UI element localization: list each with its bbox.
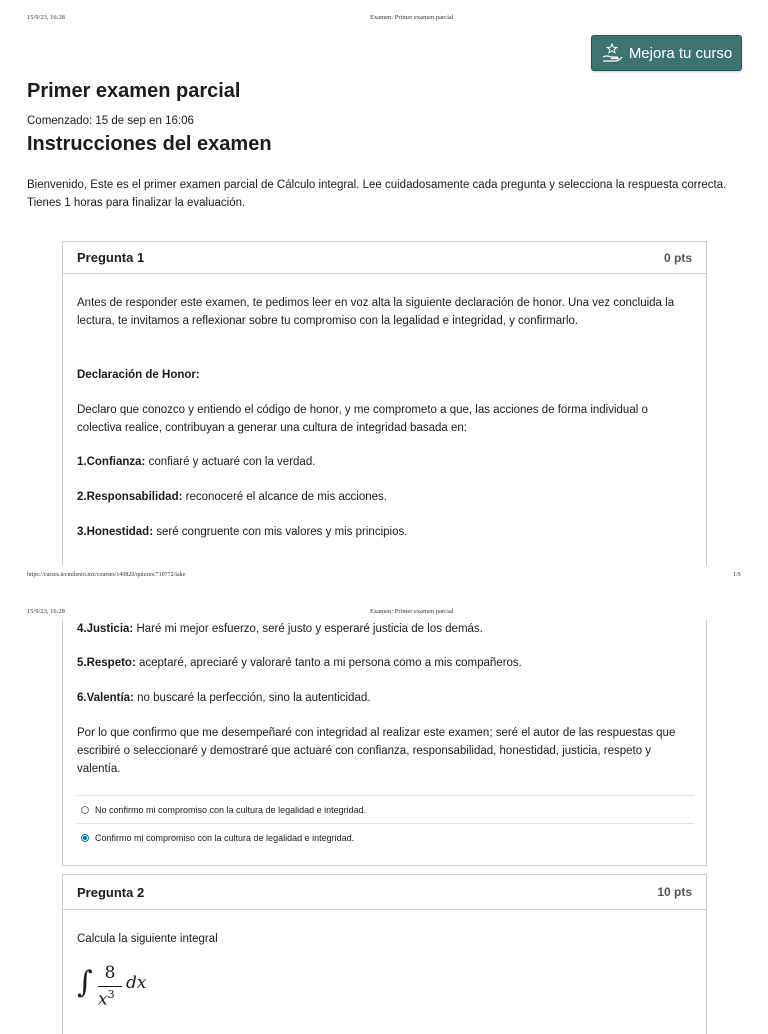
question-1-intro: Antes de responder este examen, te pedimos leer en voz alta la siguiente declaración de honor. Una vez concluida la lectura, te invitamos a reflexionar sobre tu compromiso con la legalidad e integridad, y confirmarlo. [77,297,675,327]
print-page: 1/9 [733,572,741,578]
mejora-tu-curso-button[interactable] [591,35,742,71]
quiz-title: Primer examen parcial [27,80,241,102]
answer-label: No confirmo mi compromiso con la cultura de legalidad e integridad. [95,804,367,815]
answer-label: Confirmo mi compromiso con la cultura de legalidad e integridad. [95,832,355,843]
radio-button[interactable] [81,834,89,842]
question-2-card [62,874,707,1034]
question-1-title: Pregunta 1 [77,250,145,265]
instructions-text: Bienvenido, Este es el primer examen parcial de Cálculo integral. Lee cuidadosamente cada pregunta y selecciona la respuesta correcta. Tienes 1 horas para finalizar la evaluación. [27,179,727,209]
print-title: Examen: Primer examen parcial [370,14,454,21]
question-1-points: 0 pts [663,250,692,265]
question-1-card [62,241,707,566]
differential: dx [126,973,147,993]
mejora-label: Mejora tu curso [628,44,733,62]
closing-text: Por lo que confirmo que me desempeñaré con integridad al realizar este examen; seré el autor de las respuestas que escribiré o seleccionaré y demostraré que actuaré con confianza, responsabilidad, honestidad, justicia, respeto y valentía. [77,727,676,775]
print-date: 15/9/23, 16:28 [27,608,65,615]
print-url: https://cursos.tecmilenio.mx/courses/140820/quizzes/710772/take [27,572,186,578]
question-2-points: 10 pts [657,885,692,899]
value-item: 1.Confianza: confiaré y actuaré con la verdad. [77,456,316,468]
question-2-header [63,875,706,910]
print-title: Examen: Primer examen parcial [370,608,454,615]
integral-sign: ∫ [77,965,93,1000]
answer-option[interactable] [77,823,694,851]
value-item: 6.Valentía: no buscaré la perfección, sino la autenticidad. [77,692,371,704]
question-2-title: Pregunta 2 [77,884,145,900]
numerator: 8 [104,963,116,983]
instructions-heading: Instrucciones del examen [27,133,272,155]
value-item: 4.Justicia: Haré mi mejor esfuerzo, seré justo y esperaré justicia de los demás. [77,623,483,635]
star-hand-icon [601,43,623,63]
question-1-card-continued [62,620,707,866]
answer-option[interactable] [77,795,694,823]
fraction-bar [98,986,122,987]
value-item: 2.Responsabilidad: reconoceré el alcance de mis acciones. [77,491,387,503]
declaration-heading: Declaración de Honor: [77,369,200,381]
value-item: 5.Respeto: aceptaré, apreciaré y valoraré tanto a mi persona como a mis compañeros. [77,657,522,669]
question-2-prompt: Calcula la siguiente integral [77,933,218,945]
radio-button[interactable] [81,806,89,814]
started-time: Comenzado: 15 de sep en 16:06 [27,115,194,127]
declaration-text: Declaro que conozco y entiendo el código de honor, y me comprometo a que, las acciones de forma individual o colectiva realice, contribuyan a generar una cultura de integridad basada en: [77,404,648,434]
question-1-header [63,242,706,274]
value-item: 3.Honestidad: seré congruente con mis valores y mis principios. [77,526,408,538]
print-date: 15/9/23, 16:28 [27,14,65,21]
denominator: $x^3$ [98,988,115,1010]
